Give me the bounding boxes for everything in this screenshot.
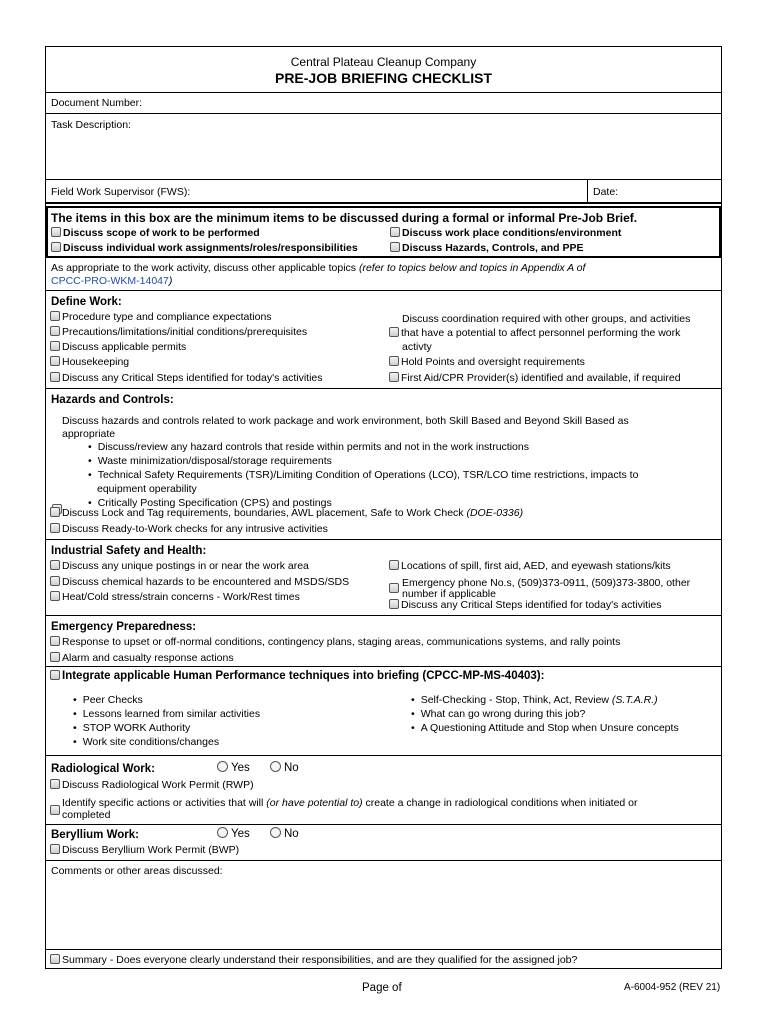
radiological-heading: Radiological Work:	[51, 763, 155, 775]
beryllium-yes-option[interactable]: Yes	[217, 828, 250, 840]
summary-item[interactable]: Summary - Does everyone clearly understand their responsibilities, and are they qualified for the assigned job?	[50, 954, 577, 966]
checkbox[interactable]	[389, 560, 399, 570]
comments-input[interactable]	[51, 879, 716, 943]
beryllium-item-bwp[interactable]: Discuss Beryllium Work Permit (BWP)	[50, 844, 239, 856]
hp-bullet-stop-work: • STOP WORK Authority	[73, 722, 190, 734]
beryllium-section	[46, 825, 721, 861]
document-number-label: Document Number:	[51, 97, 143, 109]
task-description-input[interactable]	[51, 134, 716, 176]
industrial-section	[46, 540, 721, 616]
beryllium-heading: Beryllium Work:	[51, 829, 139, 841]
radio[interactable]	[270, 827, 281, 838]
checkbox[interactable]	[390, 242, 400, 252]
emergency-item-response[interactable]: Response to upset or off-normal conditions, contingency plans, staging areas, communications systems, and rally points	[50, 636, 620, 648]
emergency-heading: Emergency Preparedness:	[51, 621, 197, 633]
checkbox[interactable]	[50, 311, 60, 321]
define-item-permits[interactable]: Discuss applicable permits	[50, 341, 186, 353]
hazards-bullet-tsr-cont: equipment operability	[97, 483, 197, 495]
date-label: Date:	[593, 186, 619, 198]
comments-label: Comments or other areas discussed:	[51, 865, 223, 877]
checkbox[interactable]	[50, 576, 60, 586]
appropriate-topics-row	[46, 258, 721, 291]
beryllium-no-option[interactable]: No	[270, 828, 299, 840]
define-item-procedure[interactable]: Procedure type and compliance expectations	[50, 311, 272, 323]
hp-bullet-lessons: • Lessons learned from similar activities	[73, 708, 260, 720]
define-work-section	[46, 291, 721, 389]
define-item-first-aid[interactable]: First Aid/CPR Provider(s) identified and available, if required	[389, 372, 681, 384]
radiological-item-rwp[interactable]: Discuss Radiological Work Permit (RWP)	[50, 779, 254, 791]
radio[interactable]	[217, 827, 228, 838]
minimum-item-hazards[interactable]: Discuss Hazards, Controls, and PPE	[390, 242, 583, 254]
define-item-precautions[interactable]: Precautions/limitations/initial conditions/prerequisites	[50, 326, 307, 338]
emergency-section	[46, 616, 721, 667]
checkbox[interactable]	[50, 341, 60, 351]
page-number: Page of	[362, 982, 402, 994]
fws-input[interactable]	[206, 184, 586, 196]
fws-row	[46, 180, 721, 204]
checkbox[interactable]	[389, 356, 399, 366]
document-number-input[interactable]	[156, 96, 716, 108]
form-header	[46, 47, 721, 93]
briefing-form	[45, 46, 722, 969]
date-divider	[587, 180, 588, 204]
hazards-bullet-cps: • Critically Posting Specification (CPS) and postings	[88, 497, 332, 509]
radiological-identify-checkbox[interactable]	[50, 805, 60, 815]
checkbox[interactable]	[50, 591, 60, 601]
define-item-coordination[interactable]: that have a potential to affect personnel performing the work	[389, 327, 680, 339]
minimum-item-assignments[interactable]: Discuss individual work assignments/roles/responsibilities	[51, 242, 358, 254]
industrial-item-heat-cold[interactable]: Heat/Cold stress/strain concerns - Work/Rest times	[50, 591, 300, 603]
hazards-bullet-permits: • Discuss/review any hazard controls that reside within permits and not in the work instructions	[88, 441, 529, 453]
checkbox[interactable]	[50, 326, 60, 336]
minimum-item-workplace[interactable]: Discuss work place conditions/environment	[390, 227, 621, 239]
hp-bullet-self-checking: • Self-Checking - Stop, Think, Act, Review (S.T.A.R.)	[411, 694, 658, 706]
document-id: A-6004-952 (REV 21)	[624, 982, 721, 993]
hp-bullet-what-can-go-wrong: • What can go wrong during this job?	[411, 708, 585, 720]
human-performance-section	[46, 667, 721, 756]
radiological-no-option[interactable]: No	[270, 762, 299, 774]
radio[interactable]	[270, 761, 281, 772]
form-title: PRE-JOB BRIEFING CHECKLIST	[274, 70, 492, 86]
define-item-housekeeping[interactable]: Housekeeping	[50, 356, 129, 368]
coordination-line-3: activty	[402, 341, 432, 353]
checkbox[interactable]	[50, 954, 60, 964]
summary-divider	[46, 949, 721, 950]
define-item-critical-steps[interactable]: Discuss any Critical Steps identified for today's activities	[50, 372, 323, 384]
industrial-phone-line-1: Emergency phone No.s, (509)373-0911, (509)373-3800, other	[402, 577, 691, 589]
hazards-item-ready-to-work[interactable]: Discuss Ready-to-Work checks for any intrusive activities	[50, 523, 328, 535]
hp-item-integrate[interactable]: Integrate applicable Human Performance techniques into briefing (CPCC-MP-MS-40403):	[50, 670, 544, 682]
checkbox[interactable]	[50, 560, 60, 570]
radiological-yes-option[interactable]: Yes	[217, 762, 250, 774]
industrial-phone-line-2: number if applicable	[402, 588, 496, 600]
radiological-section	[46, 756, 721, 825]
hazards-bullet-waste: • Waste minimization/disposal/storage requirements	[88, 455, 332, 467]
define-work-heading: Define Work:	[51, 296, 122, 308]
checkbox[interactable]	[50, 372, 60, 382]
checkbox[interactable]	[51, 227, 61, 237]
industrial-phone-checkbox[interactable]	[389, 583, 399, 593]
checkbox[interactable]	[50, 779, 60, 789]
minimum-heading: The items in this box are the minimum items to be discussed during a formal or informal Pre-Job Brief.	[51, 211, 638, 225]
comments-section	[46, 861, 721, 968]
task-description-label: Task Description:	[51, 119, 131, 131]
task-description-row	[46, 114, 721, 180]
checkbox[interactable]	[389, 372, 399, 382]
industrial-heading: Industrial Safety and Health:	[51, 545, 207, 557]
hazards-item-lock-tag[interactable]: Discuss Lock and Tag requirements, boundaries, AWL placement, Safe to Work Check (DOE-0336)	[50, 507, 523, 519]
minimum-items-box	[46, 206, 721, 258]
fws-label: Field Work Supervisor (FWS):	[51, 186, 191, 198]
checkbox[interactable]	[50, 356, 60, 366]
industrial-item-critical-steps[interactable]: Discuss any Critical Steps identified for today's activities	[389, 599, 662, 611]
define-item-hold-points[interactable]: Hold Points and oversight requirements	[389, 356, 585, 368]
document-number-row	[46, 93, 721, 114]
industrial-item-chemical[interactable]: Discuss chemical hazards to be encountered and MSDS/SDS	[50, 576, 349, 588]
industrial-item-locations[interactable]: Locations of spill, first aid, AED, and eyewash stations/kits	[389, 560, 671, 572]
minimum-item-scope[interactable]: Discuss scope of work to be performed	[51, 227, 260, 239]
hazards-intro-line-2: appropriate	[62, 428, 116, 440]
hp-bullet-work-site: • Work site conditions/changes	[73, 736, 219, 748]
checkbox[interactable]	[50, 523, 60, 533]
checkbox[interactable]	[50, 507, 60, 517]
emergency-item-alarm[interactable]: Alarm and casualty response actions	[50, 652, 234, 664]
checkbox[interactable]	[50, 652, 60, 662]
checkbox[interactable]	[50, 844, 60, 854]
checkbox[interactable]	[389, 599, 399, 609]
hazards-section	[46, 389, 721, 540]
appropriate-text: As appropriate to the work activity, discuss other applicable topics (refer to topics below and topics in Appendix A of	[51, 262, 586, 274]
appropriate-reference: CPCC-PRO-WKM-14047)	[51, 275, 173, 287]
hazards-heading: Hazards and Controls:	[51, 394, 174, 406]
checkbox[interactable]	[51, 242, 61, 252]
industrial-item-postings[interactable]: Discuss any unique postings in or near the work area	[50, 560, 309, 572]
hazards-intro-line-1: Discuss hazards and controls related to work package and work environment, both Skill Based and Beyond Skill Based as	[62, 415, 629, 427]
hp-bullet-questioning: • A Questioning Attitude and Stop when Unsure concepts	[411, 722, 679, 734]
coordination-line-1: Discuss coordination required with other groups, and activities	[402, 313, 691, 325]
checkbox[interactable]	[389, 327, 399, 337]
checkbox[interactable]	[50, 636, 60, 646]
radiological-identify-line-1: Identify specific actions or activities that will (or have potential to) create a change in radiological conditions when initiated or	[62, 797, 638, 809]
procedure-link[interactable]: CPCC-PRO-WKM-14047	[51, 275, 169, 287]
radio[interactable]	[217, 761, 228, 772]
date-input[interactable]	[624, 184, 714, 196]
hazards-bullet-tsr: • Technical Safety Requirements (TSR)/Limiting Condition of Operations (LCO), TSR/LCO time restrictions, impacts to	[88, 469, 638, 481]
checkbox[interactable]	[50, 670, 60, 680]
checkbox[interactable]	[390, 227, 400, 237]
radiological-identify-line-2: completed	[62, 809, 111, 821]
hp-bullet-peer-checks: • Peer Checks	[73, 694, 143, 706]
company-name: Central Plateau Cleanup Company	[290, 55, 477, 69]
